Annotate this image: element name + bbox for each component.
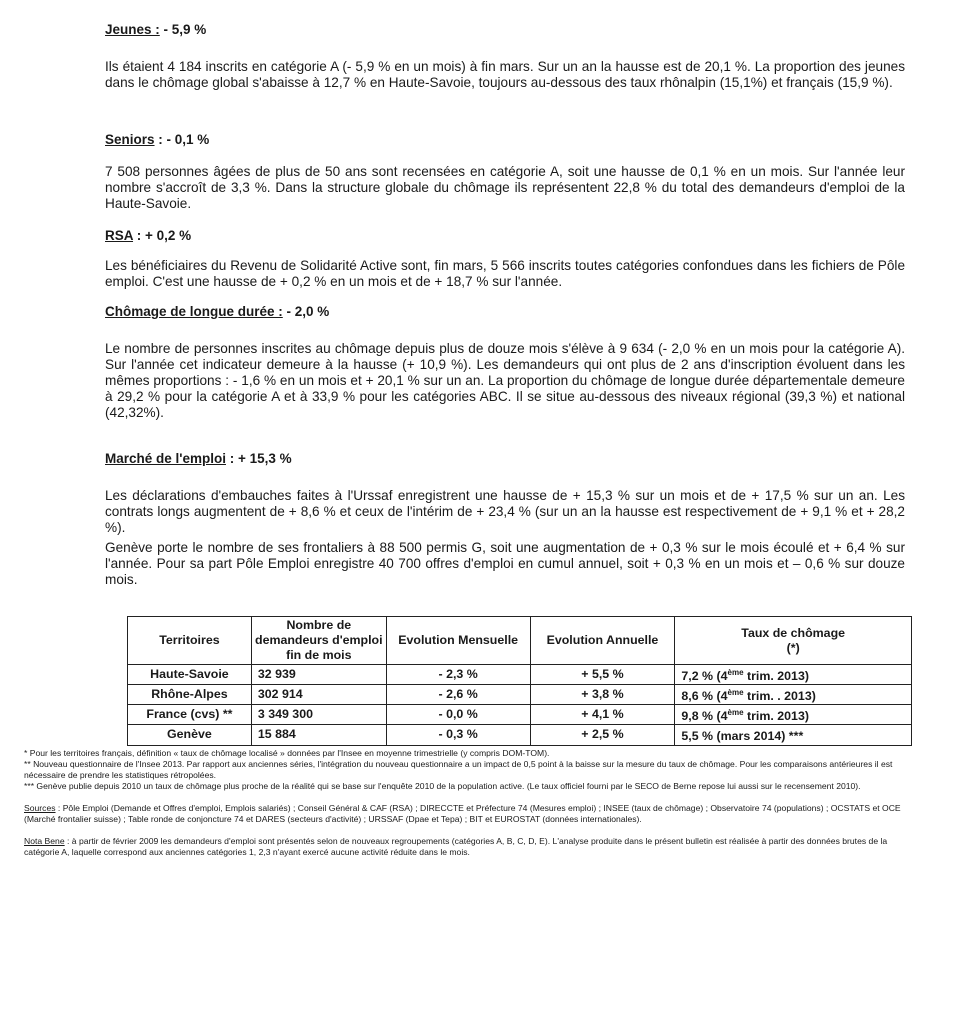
footnote-1: * Pour les territoires français, définition « taux de chômage localisé » données par l'Insee en moyenne trimestrielle (y compris DOM-TOM). xyxy=(24,748,550,758)
header-taux xyxy=(675,617,912,665)
cell-mensuelle: - 0,0 % xyxy=(386,705,530,725)
footnote-nota-bene xyxy=(24,836,919,858)
cell-annuelle: + 5,5 % xyxy=(530,665,675,685)
cell-taux xyxy=(675,665,912,685)
cell-taux-end: trim. . 2013) xyxy=(743,689,816,704)
cell-territoire: Genève xyxy=(128,725,252,745)
unemployment-table xyxy=(127,616,912,746)
header-evolution-annuelle: Evolution Annuelle xyxy=(530,617,675,665)
header-evolution-mensuelle: Evolution Mensuelle xyxy=(386,617,530,665)
cell-nombre: 302 914 xyxy=(251,685,386,705)
cell-territoire: Haute-Savoie xyxy=(128,665,252,685)
sources-label: Sources xyxy=(24,803,56,813)
header-taux-note: (*) xyxy=(786,640,800,655)
cell-taux xyxy=(675,705,912,725)
cell-annuelle: + 2,5 % xyxy=(530,725,675,745)
cell-annuelle: + 3,8 % xyxy=(530,685,675,705)
heading-seniors xyxy=(105,132,209,147)
paragraph-seniors: 7 508 personnes âgées de plus de 50 ans sont recensées en catégorie A, soit une hausse de 0,1 % en un mois. Sur l'année leur nombre s'accroît de 3,3 %. Dans la structure globale du chômage ils représentent 22,8 % du total des demandeurs d'emploi de la Haute-Savoie. xyxy=(105,164,905,211)
table-row xyxy=(128,705,912,725)
cell-taux-end: trim. 2013) xyxy=(743,709,809,724)
cell-nombre: 3 349 300 xyxy=(251,705,386,725)
cell-taux xyxy=(675,685,912,705)
nota-label: Nota Bene xyxy=(24,836,65,846)
heading-rsa xyxy=(105,228,191,243)
heading-jeunes xyxy=(105,22,206,37)
cell-taux-value: 5,5 % (mars 2014) *** xyxy=(681,729,804,744)
footnote-2: ** Nouveau questionnaire de l'Insee 2013. Par rapport aux anciennes séries, l'intégration du nouveau questionnaire a un impact de 0,5 point à la baisse sur la mesure du taux de chômage. Pour les comparaisons antérieures il est nécessaire de prendre les statistiques rétropolées. xyxy=(24,759,893,780)
heading-rsa-value: : + 0,2 % xyxy=(133,228,192,243)
cell-taux-sup: ème xyxy=(727,708,744,718)
table-row xyxy=(128,725,912,745)
cell-taux-sup: ème xyxy=(727,668,744,677)
table-row xyxy=(128,685,912,705)
cell-taux-value: 7,2 % (4 xyxy=(681,669,728,684)
cell-nombre: 15 884 xyxy=(251,725,386,745)
heading-marche-emploi xyxy=(105,451,292,466)
heading-longue-duree-title: Chômage de longue durée : xyxy=(105,304,283,319)
header-taux-label: Taux de chômage xyxy=(741,625,846,640)
heading-marche-emploi-title: Marché de l'emploi xyxy=(105,451,226,466)
header-nombre: Nombre de demandeurs d'emploi fin de mois xyxy=(251,617,386,665)
cell-mensuelle: - 2,6 % xyxy=(386,685,530,705)
paragraph-marche-emploi-1: Les déclarations d'embauches faites à l'Urssaf enregistrent une hausse de + 15,3 % sur un mois et de + 17,5 % sur un an. Les contrats longs augmentent de + 8,6 % et ceux de l'intérim de + 23,4 % (sur un an la hausse est respectivement de + 9,1 % et + 28,2 %). xyxy=(105,488,905,535)
table-header-row xyxy=(128,617,912,665)
heading-marche-emploi-value: : + 15,3 % xyxy=(226,451,292,466)
paragraph-longue-duree: Le nombre de personnes inscrites au chômage depuis plus de douze mois s'élève à 9 634 (- 2,0 % en un mois pour la catégorie A). Sur l'année cet indicateur demeure à la hausse (+ 10,9 %). Les demandeurs qui ont plus de 2 ans d'inscription évoluent dans les mêmes proportions : - 1,6 % en un mois et + 20,1 % sur un an. La proportion du chômage de longue durée départementale demeure à 29,2 % pour la catégorie A et à 33,9 % pour les catégories ABC. Il se situe au-dessous des niveaux régional (39,3 %) et national (42,32%). xyxy=(105,341,905,420)
cell-taux xyxy=(675,725,912,745)
heading-longue-duree xyxy=(105,304,329,319)
heading-jeunes-title: Jeunes : xyxy=(105,22,160,37)
heading-jeunes-value: - 5,9 % xyxy=(159,22,207,37)
paragraph-marche-emploi-2: Genève porte le nombre de ses frontaliers à 88 500 permis G, soit une augmentation de + 0,3 % sur le mois écoulé et + 6,4 % sur l'année. Pour sa part Pôle Emploi enregistre 40 700 offres d'emploi en cumul annuel, soit + 0,3 % en un mois et – 0,6 % sur douze mois. xyxy=(105,540,905,587)
paragraph-jeunes: Ils étaient 4 184 inscrits en catégorie A (- 5,9 % en un mois) à fin mars. Sur un an la hausse est de 20,1 %. La proportion des jeunes dans le chômage global s'abaisse à 12,7 % en Haute-Savoie, toujours au-dessous des taux rhônalpin (15,1%) et français (15,9 %). xyxy=(105,59,905,90)
nota-text: : à partir de février 2009 les demandeurs d'emploi sont présentés selon de nouveaux regroupements (catégories A, B, C, D, E). L'analyse produite dans le présent bulletin est réalisée à partir des données brutes de la catégorie A, laquelle correspond aux anciennes catégories 1, 2,3 n'ayant exercé aucune activité réduite dans le mois. xyxy=(24,836,888,857)
cell-annuelle: + 4,1 % xyxy=(530,705,675,725)
heading-longue-duree-value: - 2,0 % xyxy=(282,304,330,319)
footnote-sources xyxy=(24,803,919,825)
cell-mensuelle: - 0,3 % xyxy=(386,725,530,745)
heading-seniors-value: : - 0,1 % xyxy=(154,132,210,147)
header-territoires: Territoires xyxy=(128,617,252,665)
table-row xyxy=(128,665,912,685)
heading-seniors-title: Seniors xyxy=(105,132,155,147)
footnote-3: *** Genève publie depuis 2010 un taux de chômage plus proche de la réalité qui se base sur l'enquête 2010 de la population active. (Le taux officiel fourni par le SECO de Berne repose lui aussi sur le recensement 2010). xyxy=(24,781,861,791)
cell-territoire: France (cvs) ** xyxy=(128,705,252,725)
paragraph-rsa: Les bénéficiaires du Revenu de Solidarité Active sont, fin mars, 5 566 inscrits toutes catégories confondues dans les fichiers de Pôle emploi. C'est une hausse de + 0,2 % en un mois et de + 18,7 % sur l'année. xyxy=(105,258,905,289)
cell-mensuelle: - 2,3 % xyxy=(386,665,530,685)
cell-nombre: 32 939 xyxy=(251,665,386,685)
cell-taux-value: 9,8 % (4 xyxy=(681,709,728,724)
sources-text: : Pôle Emploi (Demande et Offres d'emploi, Emplois salariés) ; Conseil Général & CAF (RSA) ; DIRECCTE et Préfecture 74 (Mesures emploi) ; INSEE (taux de chômage) ; Observatoire 74 (populations) ; OCSTATS et OCE (Marché frontalier suisse) ; Table ronde de conjoncture 74 et DARES (secteurs d'activité) ; URSSAF (Dpae et Tepa) ; BIT et EUROSTAT (données internationales). xyxy=(24,803,901,824)
cell-taux-value: 8,6 % (4 xyxy=(681,689,728,704)
cell-territoire: Rhône-Alpes xyxy=(128,685,252,705)
cell-taux-sup: ème xyxy=(727,688,744,698)
heading-rsa-title: RSA xyxy=(105,228,134,243)
cell-taux-end: trim. 2013) xyxy=(743,669,809,684)
